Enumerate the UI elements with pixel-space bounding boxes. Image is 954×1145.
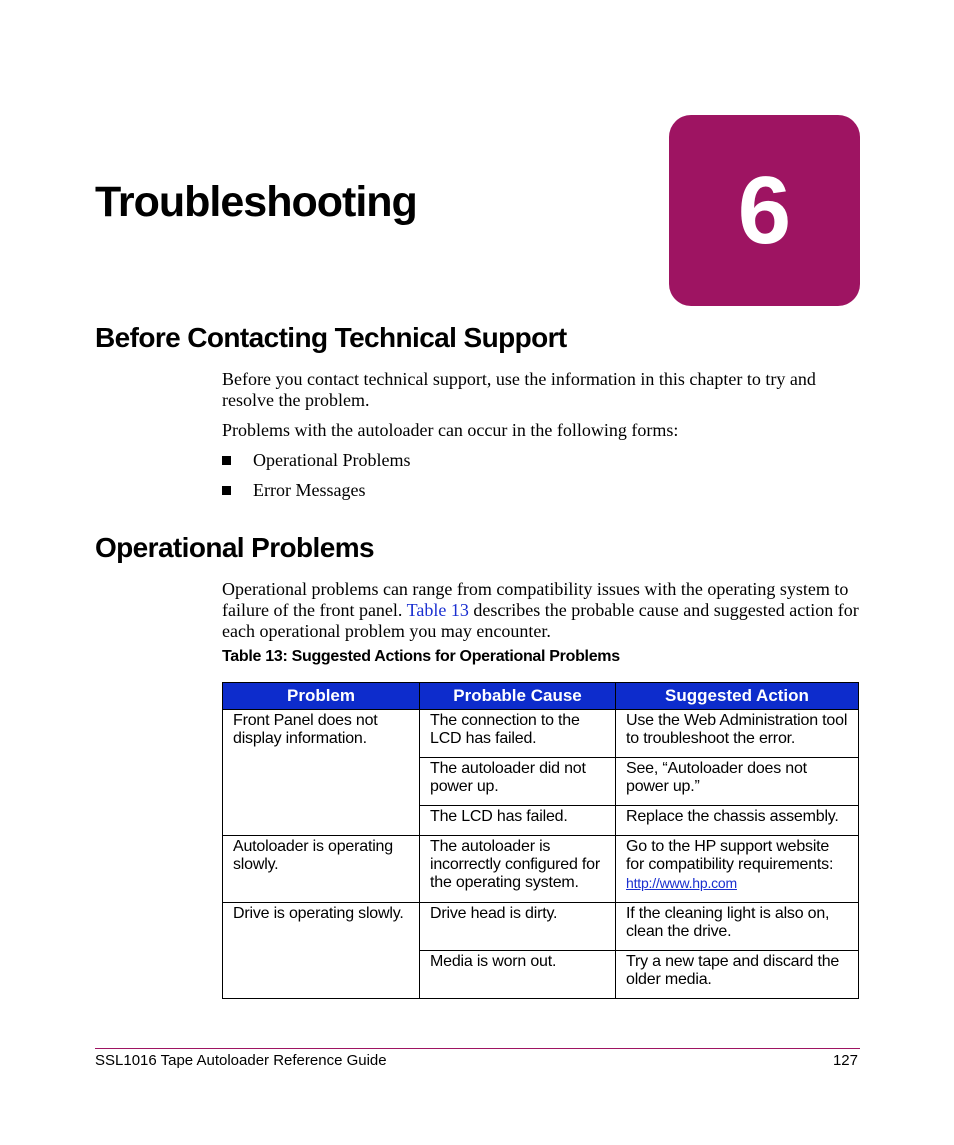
column-header-problem: Problem [223, 683, 420, 710]
action-cell: If the cleaning light is also on, clean the drive. [616, 903, 859, 951]
column-header-cause: Probable Cause [420, 683, 616, 710]
cause-cell: The autoloader is incorrectly configured for the operating system. [420, 836, 616, 903]
table-row [223, 836, 859, 903]
cause-cell: The LCD has failed. [420, 806, 616, 836]
chapter-number-badge: 6 [669, 115, 860, 306]
paragraph-text: describes the probable cause and suggested action for each operational problem you may encounter. [222, 600, 859, 641]
problem-cell: Front Panel does not display information. [223, 710, 420, 836]
cause-cell: The autoloader did not power up. [420, 758, 616, 806]
operational-paragraph [222, 579, 862, 642]
cause-cell: Drive head is dirty. [420, 903, 616, 951]
action-cell: Replace the chassis assembly. [616, 806, 859, 836]
square-bullet-icon [222, 456, 231, 465]
problem-cell: Drive is operating slowly. [223, 903, 420, 999]
bullet-item [222, 450, 410, 471]
section-heading-operational-problems: Operational Problems [95, 532, 374, 563]
table-header-row [223, 683, 859, 710]
bullet-label: Error Messages [253, 480, 366, 500]
operational-problems-table [222, 682, 859, 999]
section-heading-before-contacting: Before Contacting Technical Support [95, 322, 567, 353]
action-cell: See, “Autoloader does not power up.” [616, 758, 859, 806]
table-row [223, 710, 859, 758]
square-bullet-icon [222, 486, 231, 495]
table-row [223, 903, 859, 951]
column-header-action: Suggested Action [616, 683, 859, 710]
paragraph-text: Operational problems can range from compatibility issues with the operating system to failure of the front panel. [222, 579, 849, 620]
footer-page-number: 127 [832, 1052, 858, 1069]
action-cell: Use the Web Administration tool to troubleshoot the error. [616, 710, 859, 758]
table-caption: Table 13: Suggested Actions for Operational Problems [222, 648, 620, 665]
cause-cell: Media is worn out. [420, 951, 616, 999]
action-cell [616, 836, 859, 903]
hp-website-link[interactable]: http://www.hp.com [626, 875, 737, 891]
action-cell: Try a new tape and discard the older media. [616, 951, 859, 999]
chapter-title: Troubleshooting [95, 178, 417, 226]
bullet-label: Operational Problems [253, 450, 411, 470]
forms-paragraph: Problems with the autoloader can occur in the following forms: [222, 420, 679, 440]
bullet-item [222, 480, 365, 501]
footer-divider [95, 1048, 860, 1049]
intro-paragraph: Before you contact technical support, use the information in this chapter to try and resolve the problem. [222, 369, 816, 410]
cause-cell: The connection to the LCD has failed. [420, 710, 616, 758]
table-13-link[interactable]: Table 13 [406, 600, 469, 620]
footer-document-title: SSL1016 Tape Autoloader Reference Guide [95, 1052, 387, 1069]
action-text: Go to the HP support website for compatibility requirements: [626, 838, 834, 873]
problem-cell: Autoloader is operating slowly. [223, 836, 420, 903]
